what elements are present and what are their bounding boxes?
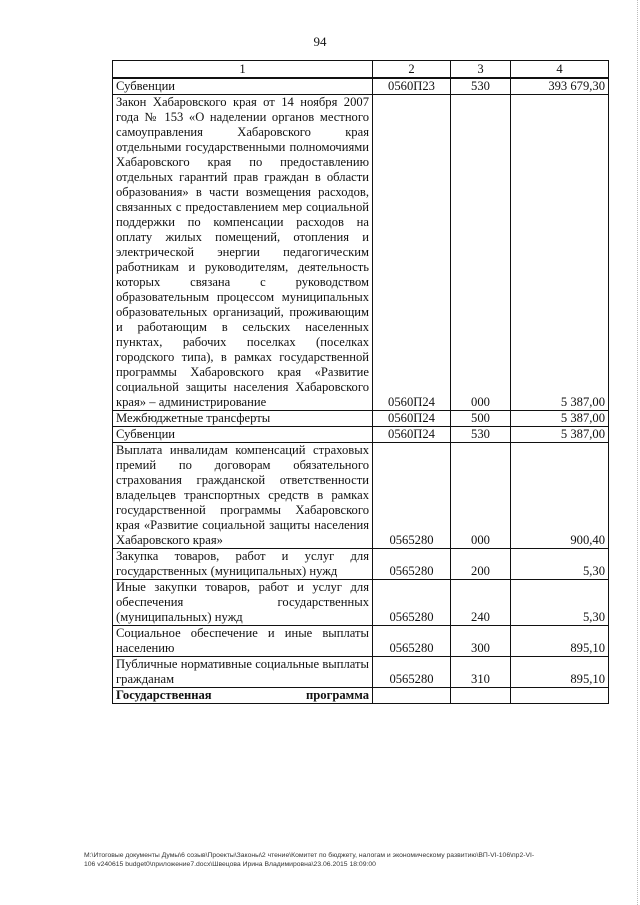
row-sum-cell: 393 679,30 <box>511 78 609 95</box>
row-code-cell <box>373 688 451 704</box>
row-name-cell: Субвенции <box>113 427 373 443</box>
row-code-cell: 0565280 <box>373 443 451 549</box>
row-type-cell: 240 <box>451 580 511 626</box>
row-type-cell: 000 <box>451 95 511 411</box>
row-type-cell <box>451 688 511 704</box>
row-type-cell: 530 <box>451 78 511 95</box>
row-sum-cell: 5 387,00 <box>511 95 609 411</box>
header-cell-3: 3 <box>451 61 511 79</box>
table-row <box>113 443 609 549</box>
header-cell-2: 2 <box>373 61 451 79</box>
row-type-cell: 530 <box>451 427 511 443</box>
row-code-cell: 0565280 <box>373 657 451 688</box>
row-name-cell: Закон Хабаровского края от 14 ноября 2007 года № 153 «О наделении органов местного самоуправления Хабаровского края отдельными государственными полномочиями Хабаровского края по предоставлению отдельных гарантий прав граждан в области образования» в части возмещения расходов, связанных с предоставлением мер социальной поддержки по компенсации расходов на оплату жилых помещений, отопления и электрической энергии педагогическим работникам и руководителям, деятельность которых связана с руководством образовательным процессом муниципальных образовательных организаций, проживающим и работающим в сельских населенных пунктах, рабочих поселках (поселках городского типа), в рамках государственной программы Хабаровского края «Развитие социальной защиты населения Хабаровского края» – администрирование <box>113 95 373 411</box>
row-name-cell: Иные закупки товаров, работ и услуг для обеспечения государственных (муниципальных) нужд <box>113 580 373 626</box>
file-path-line-2: 106 v240615 budget0\приложение7.docx\Швецова Ирина Владимировна\23.06.2015 18:09:00 <box>84 861 376 868</box>
table-row <box>113 411 609 427</box>
row-name-cell: Межбюджетные трансферты <box>113 411 373 427</box>
row-code-cell: 0560П24 <box>373 95 451 411</box>
table-row <box>113 626 609 657</box>
page-edge-divider <box>636 0 638 905</box>
row-type-cell: 200 <box>451 549 511 580</box>
table-header-row <box>113 61 609 79</box>
budget-table <box>112 60 609 704</box>
header-cell-4: 4 <box>511 61 609 79</box>
row-sum-cell: 5 387,00 <box>511 427 609 443</box>
row-type-cell: 500 <box>451 411 511 427</box>
row-code-cell: 0560П24 <box>373 411 451 427</box>
table-row <box>113 549 609 580</box>
row-sum-cell: 5,30 <box>511 580 609 626</box>
row-sum-cell: 5,30 <box>511 549 609 580</box>
row-sum-cell: 900,40 <box>511 443 609 549</box>
row-name-cell: Выплата инвалидам компенсаций страховых премий по договорам обязательного страхования гражданской ответственности владельцев транспортных средств в рамках государственной программы Хабаровского края «Развитие социальной защиты населения Хабаровского края» <box>113 443 373 549</box>
row-name-cell: Публичные нормативные социальные выплаты гражданам <box>113 657 373 688</box>
file-path-line-1: M:\Итоговые документы Думы\6 созыв\Проекты\Законы\2 чтение\Комитет по бюджету, налогам и экономическому развитию\ВП-VI-106\пр2-VI- <box>84 852 535 859</box>
table-row <box>113 580 609 626</box>
row-sum-cell: 895,10 <box>511 626 609 657</box>
table-row <box>113 427 609 443</box>
row-type-cell: 000 <box>451 443 511 549</box>
table-row <box>113 95 609 411</box>
row-name-cell: Социальное обеспечение и иные выплаты населению <box>113 626 373 657</box>
table-row-cut <box>113 688 609 704</box>
row-sum-cell: 5 387,00 <box>511 411 609 427</box>
row-code-cell: 0565280 <box>373 626 451 657</box>
row-type-cell: 300 <box>451 626 511 657</box>
row-sum-cell <box>511 688 609 704</box>
header-cell-1: 1 <box>113 61 373 79</box>
row-name-cell: Государственная программа <box>113 688 373 704</box>
row-code-cell: 0560П23 <box>373 78 451 95</box>
file-path-footer <box>84 851 614 869</box>
page-number: 94 <box>313 34 327 49</box>
row-sum-cell: 895,10 <box>511 657 609 688</box>
table-row <box>113 657 609 688</box>
row-name-cell: Субвенции <box>113 78 373 95</box>
row-code-cell: 0560П24 <box>373 427 451 443</box>
row-code-cell: 0565280 <box>373 549 451 580</box>
row-name-cell: Закупка товаров, работ и услуг для государственных (муниципальных) нужд <box>113 549 373 580</box>
row-code-cell: 0565280 <box>373 580 451 626</box>
table-row <box>113 78 609 95</box>
row-type-cell: 310 <box>451 657 511 688</box>
